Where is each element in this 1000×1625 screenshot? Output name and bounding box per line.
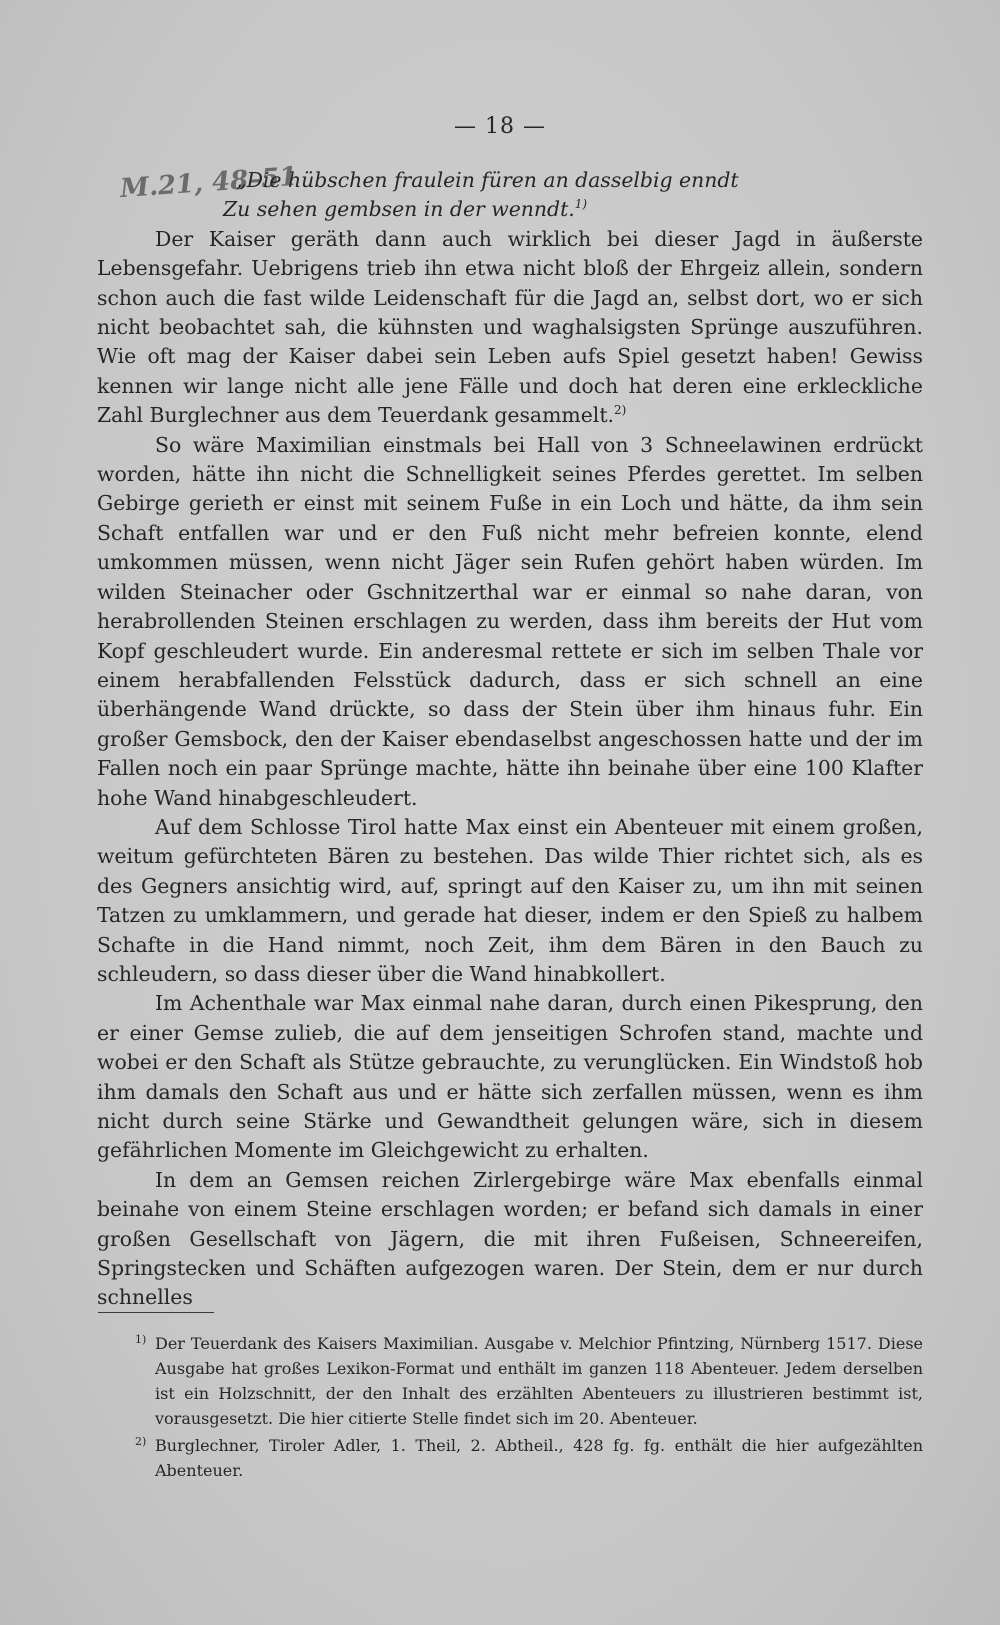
footnotes [97, 1331, 923, 1485]
paragraph-1-text: Der Kaiser geräth dann auch wirklich bei dieser Jagd in äußerste Lebensgefahr. Uebrigens trieb ihn etwa nicht bloß der Ehrgeiz allein, sondern schon auch die fast wilde Leidenschaft für die Jagd an, selbst dort, wo er sich nicht beobachtet sah, die kühnsten und waghalsigsten Sprünge auszuführen. Wie oft mag der Kaiser dabei sein Leben aufs Spiel gesetzt haben! Gewiss kennen wir lange nicht alle jene Fälle und doch hat deren eine erkleckliche Zahl Burglechner aus dem Teuerdank gesammelt. [97, 226, 923, 428]
main-text [97, 166, 923, 1313]
footnote-2-text: Burglechner, Tiroler Adler, 1. Theil, 2. Abtheil., 428 fg. fg. enthält die hier aufgezählten Abenteuer. [155, 1436, 923, 1480]
footnote-2-mark: 2) [135, 1435, 147, 1448]
paragraph-5: In dem an Gemsen reichen Zirlergebirge wäre Max ebenfalls einmal beinahe von einem Steine erschlagen worden; er befand sich damals in einer großen Gesellschaft von Jägern, die mit ihren Fußeisen, Schneereifen, Springstecken und Schäften aufgezogen waren. Der Stein, dem er nur durch schnelles [97, 1167, 923, 1310]
footnote-1-text: Der Teuerdank des Kaisers Maximilian. Ausgabe v. Melchior Pfintzing, Nürnberg 1517. Diese Ausgabe hat großes Lexikon-Format und enthält im ganzen 118 Abenteuer. Jedem derselben ist ein Holzschnitt, der den Inhalt des erzählten Abenteuers zu illustrieren bestimmt ist, vorausgesetzt. Die hier citierte Stelle findet sich im 20. Abenteuer. [155, 1334, 923, 1428]
verse-line-1: „Die hübschen fraulein füren an dasselbig enndt [236, 168, 739, 192]
paragraph-2: So wäre Maximilian einstmals bei Hall von 3 Schneelawinen erdrückt worden, hätte ihn nicht die Schnelligkeit seines Pferdes gerettet. Im selben Gebirge gerieth er einst mit seinem Fuße in ein Loch und hätte, da ihm sein Schaft entfallen war und er den Fuß nicht mehr befreien konnte, elend umkommen müssen, wenn nicht Jäger sein Rufen gehört haben würden. Im wilden Steinacher oder Gschnitzerthal war er einmal so nahe daran, von herabrollenden Steinen erschlagen zu werden, dass ihm bereits der Hut vom Kopf geschleudert wurde. Ein anderesmal rettete er sich im selben Thale vor einem herabfallenden Felsstück dadurch, dass er sich schnell an eine überhängende Wand drückte, so dass der Stein über ihm hinaus fuhr. Ein großer Gemsbock, den der Kaiser ebendaselbst angeschossen hatte und der im Fallen noch ein paar Sprünge machte, hätte ihn beinahe über eine 100 Klafter hohe Wand hinabgeschleudert. [97, 432, 923, 810]
footnote-2 [97, 1433, 923, 1483]
footnote-ref-1: 1) [574, 197, 588, 212]
verse-line-2-text: Zu sehen gembsen in der wenndt. [223, 197, 575, 222]
paragraph-3: Auf dem Schlosse Tirol hatte Max einst ein Abenteuer mit einem großen, weitum gefürchteten Bären zu bestehen. Das wilde Thier richtet sich, als es des Gegners ansichtig wird, auf, springt auf den Kaiser zu, um ihn mit seinen Tatzen zu umklammern, und gerade hat dieser, indem er den Spieß zu halbem Schafte in die Hand nimmt, noch Zeit, ihm dem Bären in den Bauch zu schleudern, so dass dieser über die Wand hinabkollert. [97, 814, 923, 986]
page-number: — 18 — [454, 114, 546, 139]
footnote-ref-2: 2) [614, 403, 627, 418]
footnote-1 [97, 1331, 923, 1431]
handwritten-margin-note: M.21, 48–51 [119, 161, 299, 205]
paragraph-1 [97, 225, 923, 431]
footnote-rule [98, 1312, 214, 1313]
verse-quote [97, 166, 923, 225]
paragraph-4: Im Achenthale war Max einmal nahe daran, durch einen Pikesprung, den er einer Gemse zulieb, die auf dem jenseitigen Schrofen stand, machte und wobei er den Schaft als Stütze gebrauchte, zu verunglücken. Ein Windstoß hob ihm damals den Schaft aus und er hätte sich zerfallen müssen, wenn es ihm nicht durch seine Stärke und Gewandtheit gelungen wäre, sich in diesem gefährlichen Momente im Gleichgewicht zu erhalten. [97, 991, 923, 1163]
verse-line-2 [97, 195, 923, 224]
footnote-1-mark: 1) [135, 1333, 147, 1346]
